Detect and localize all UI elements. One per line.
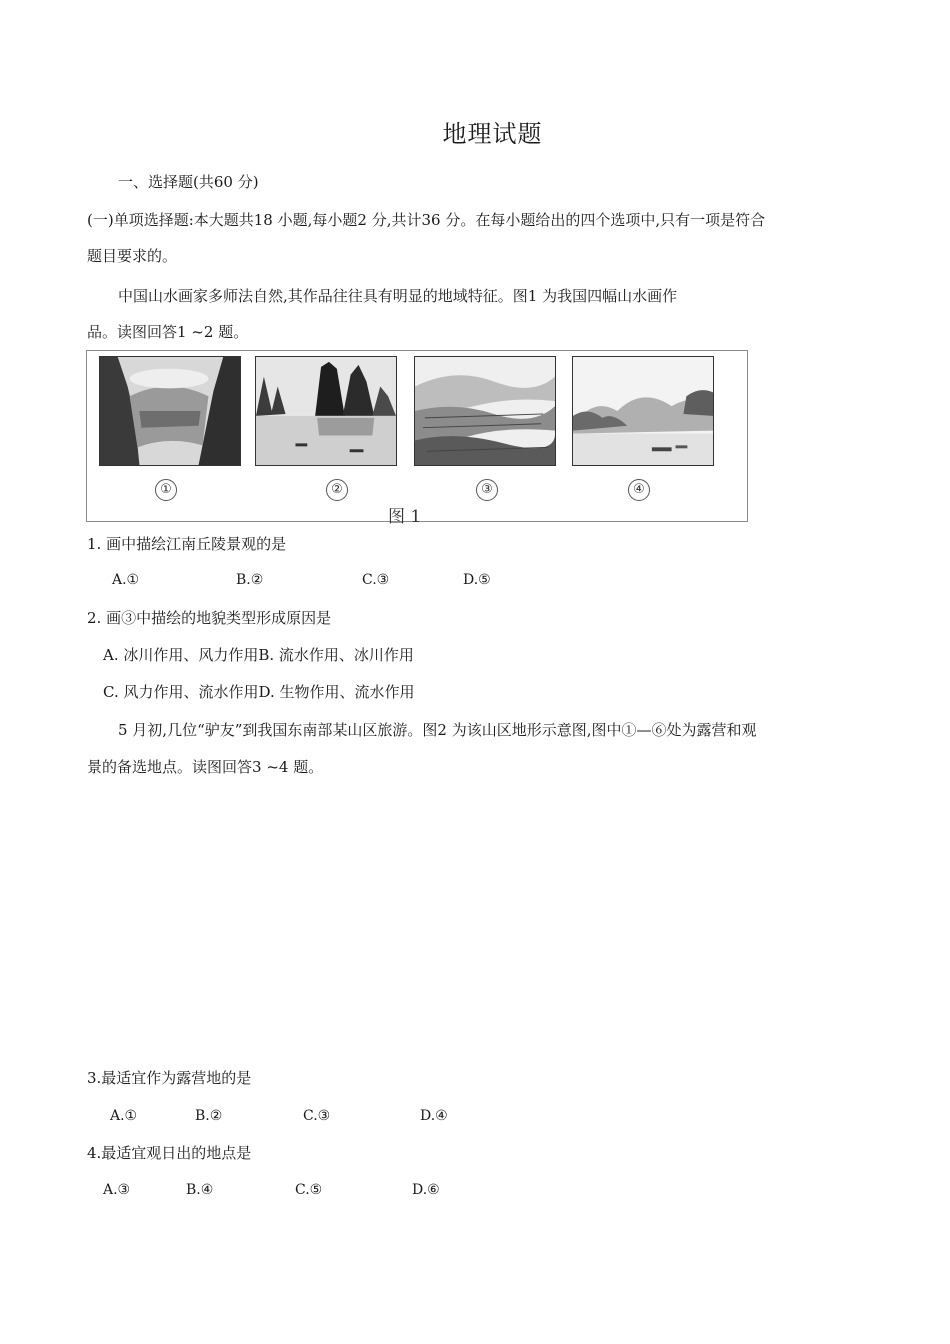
question-4-stem: 4.最适宜观日出的地点是 [87, 1144, 252, 1162]
question-1-option-d: D.⑤ [463, 572, 491, 588]
question-1-option-a: A.① [112, 572, 140, 588]
question-4-option-c: C.⑤ [295, 1182, 323, 1198]
figure-label-1: ① [155, 479, 177, 501]
page-title: 地理试题 [442, 120, 543, 148]
painting-1-gorge [99, 356, 241, 466]
question-3-option-a: A.① [110, 1108, 138, 1124]
question-2-options-row-2: C. 风力作用、流水作用D. 生物作用、流水作用 [103, 683, 415, 701]
question-1-option-c: C.③ [362, 572, 390, 588]
intro-2-line-2: 景的备选地点。读图回答3 ~4 题。 [87, 758, 324, 776]
painting-2-karst [255, 356, 397, 466]
question-1-stem: 1. 画中描绘江南丘陵景观的是 [87, 535, 287, 553]
intro-1-line-2: 品。读图回答1 ~2 题。 [87, 323, 249, 341]
painting-4-hills [572, 356, 714, 466]
instruction-line-1: (一)单项选择题:本大题共18 小题,每小题2 分,共计36 分。在每小题给出的四个选项中,只有一项是符合 [87, 211, 766, 229]
painting-3-loess [414, 356, 556, 466]
section-heading: 一、选择题(共60 分) [118, 173, 259, 191]
intro-2-line-1: 5 月初,几位“驴友”到我国东南部某山区旅游。图2 为该山区地形示意图,图中①—⑥处为露营和观 [118, 721, 757, 739]
question-1-option-b: B.② [236, 572, 264, 588]
question-2-options-row-1: A. 冰川作用、风力作用B. 流水作用、冰川作用 [103, 646, 414, 664]
figure-label-4: ④ [628, 479, 650, 501]
question-4-option-b: B.④ [186, 1182, 214, 1198]
question-4-option-a: A.③ [103, 1182, 131, 1198]
question-3-stem: 3.最适宜作为露营地的是 [87, 1069, 252, 1087]
figure-label-3: ③ [476, 479, 498, 501]
question-2-stem: 2. 画③中描绘的地貌类型形成原因是 [87, 609, 332, 627]
question-4-option-d: D.⑥ [412, 1182, 440, 1198]
figure-label-2: ② [326, 479, 348, 501]
intro-1-line-1: 中国山水画家多师法自然,其作品往往具有明显的地域特征。图1 为我国四幅山水画作 [118, 287, 678, 305]
question-3-option-d: D.④ [420, 1108, 448, 1124]
instruction-line-2: 题目要求的。 [87, 247, 178, 265]
figure-1-caption: 图 1 [388, 507, 422, 527]
question-3-option-b: B.② [195, 1108, 223, 1124]
question-3-option-c: C.③ [303, 1108, 331, 1124]
